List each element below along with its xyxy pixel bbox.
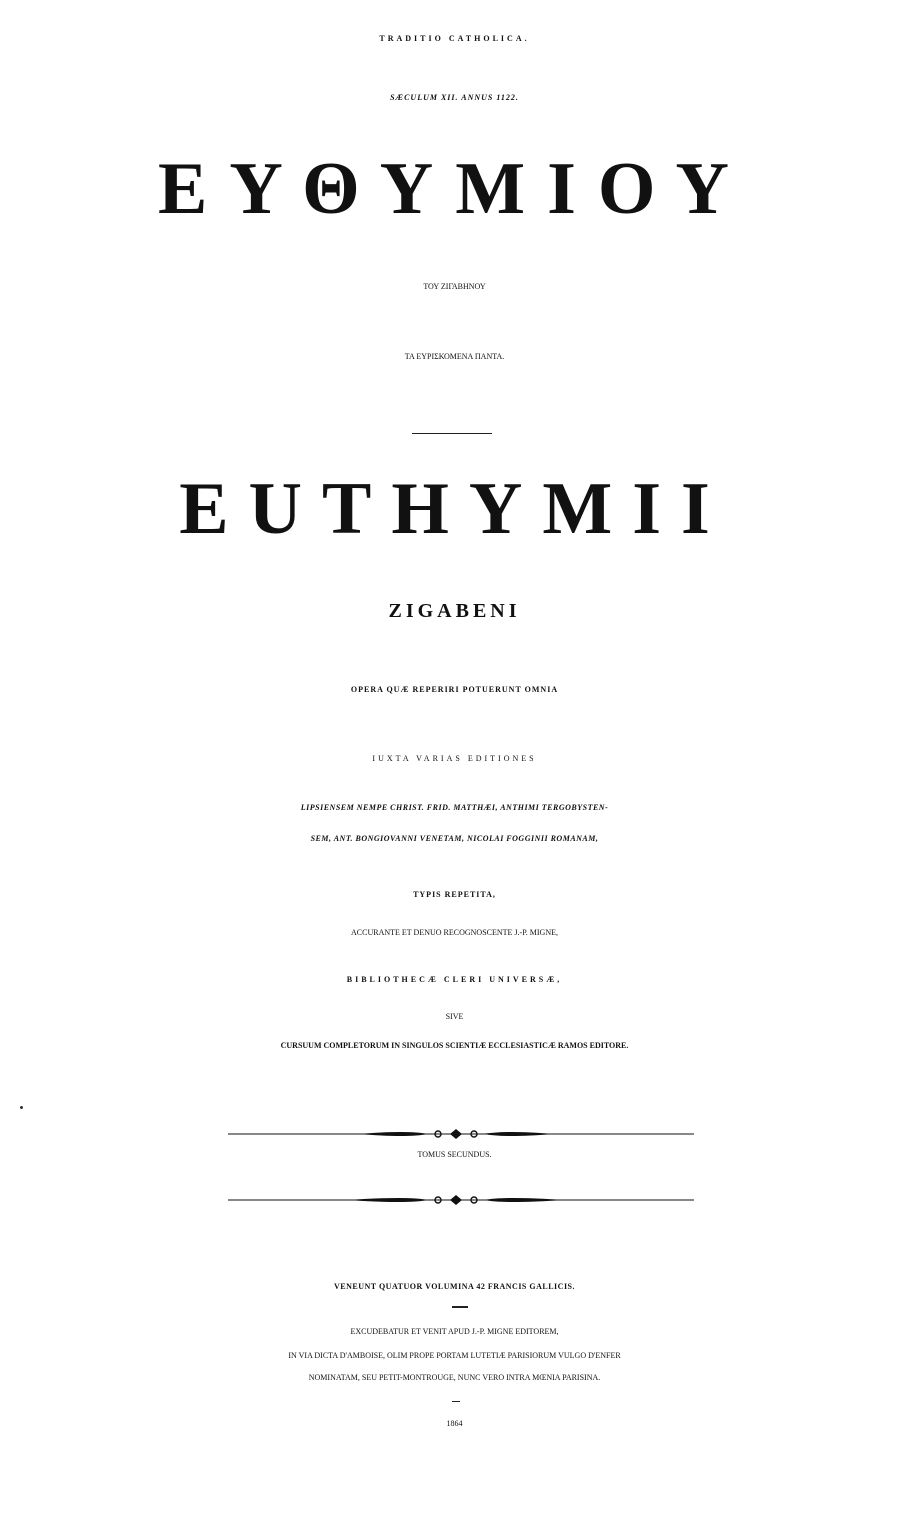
bibliothecae-line: BIBLIOTHECÆ CLERI UNIVERSÆ, (346, 975, 563, 984)
iuxta-line: IUXTA VARIAS EDITIONES (372, 754, 537, 763)
greek-subtitle-2: ΤΑ ΕΥΡΙΣΚΟΜΕΝΑ ΠΑΝΤΑ. (404, 352, 505, 361)
sive-line: SIVE (445, 1012, 464, 1021)
saeculum-line: SÆCULUM XII. ANNUS 1122. (390, 93, 519, 102)
address-line-2: NOMINATAM, SEU PETIT-MONTROUGE, NUNC VERO INTRA MŒNIA PARISINA. (308, 1373, 601, 1382)
tomus-label: TOMUS SECUNDUS. (417, 1150, 492, 1159)
address-line-1: IN VIA DICTA D'AMBOISE, OLIM PROPE PORTAM LUTETIÆ PARISIORUM VULGO D'ENFER (288, 1351, 621, 1360)
latin-title: EUTHYMII (179, 468, 730, 550)
price-divider (452, 1306, 468, 1308)
short-divider (412, 433, 492, 434)
series-title: TRADITIO CATHOLICA. (379, 34, 530, 43)
cursuum-line: CURSUUM COMPLETORUM IN SINGULOS SCIENTIÆ ECCLESIASTICÆ RAMOS EDITORE. (280, 1041, 629, 1050)
year-divider (452, 1401, 460, 1402)
publisher-line: EXCUDEBATUR ET VENIT APUD J.-P. MIGNE EDITOREM, (350, 1327, 559, 1336)
accurante-line: ACCURANTE ET DENUO RECOGNOSCENTE J.-P. MIGNE, (351, 928, 558, 937)
print-speck (20, 1106, 23, 1109)
typis-line: TYPIS REPETITA, (413, 890, 496, 899)
opera-line: OPERA QUÆ REPERIRI POTUERUNT OMNIA (350, 685, 559, 694)
price-line: VENEUNT QUATUOR VOLUMINA 42 FRANCIS GALLICIS. (333, 1282, 576, 1291)
latin-subtitle: ZIGABENI (388, 600, 521, 622)
ornamental-rule-top (228, 1126, 694, 1142)
ornamental-rule-bottom (228, 1192, 694, 1208)
greek-subtitle-1: ΤΟΥ ΖΙΓΑΒΗΝΟΥ (423, 282, 486, 291)
publication-year: 1864 (446, 1419, 463, 1428)
greek-title: ΕΥΘΥΜΙΟΥ (158, 148, 751, 230)
editions-line-2: SEM, ANT. BONGIOVANNI VENETAM, NICOLAI FOGGINII ROMANAM, (310, 834, 599, 843)
editions-line-1: LIPSIENSEM NEMPE CHRIST. FRID. MATTHÆI, ANTHIMI TERGOBYSTEN- (300, 803, 609, 812)
